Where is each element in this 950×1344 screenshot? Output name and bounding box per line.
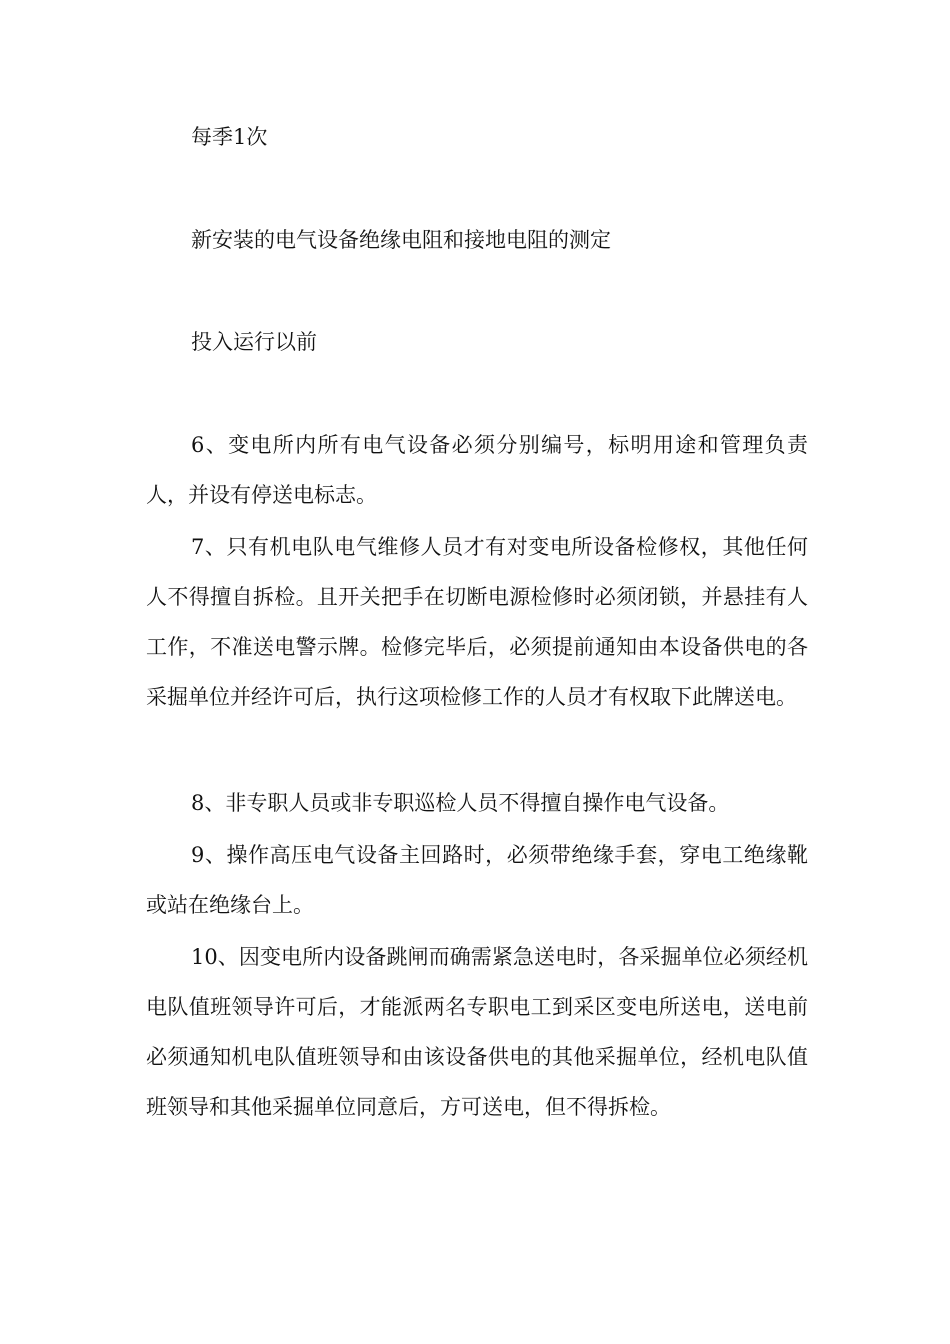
table-cell-frequency: 每季1次 — [191, 125, 268, 149]
table-cell-item: 新安装的电气设备绝缘电阻和接地电阻的测定 — [191, 228, 611, 252]
paragraph-8: 8、非专职人员或非专职巡检人员不得擅自操作电气设备。 — [191, 791, 730, 815]
paragraph-9: 9、操作高压电气设备主回路时，必须带绝缘手套，穿电工绝缘靴或站在绝缘台上。 — [146, 843, 808, 917]
table-cell-timing: 投入运行以前 — [191, 330, 317, 354]
paragraph-10: 10、因变电所内设备跳闸而确需紧急送电时，各采掘单位必须经机电队值班领导许可后，才能派两名专职电工到采区变电所送电，送电前必须通知机电队值班领导和由该设备供电的其他采掘单位，经机电队值班领导和其他采掘单位同意后，方可送电，但不得拆检。 — [146, 945, 808, 1119]
paragraph-7: 7、只有机电队电气维修人员才有对变电所设备检修权，其他任何人不得擅自拆检。且开关把手在切断电源检修时必须闭锁，并悬挂有人工作，不准送电警示牌。检修完毕后，必须提前通知由本设备供电的各采掘单位并经许可后，执行这项检修工作的人员才有权取下此牌送电。 — [146, 535, 808, 709]
paragraph-6: 6、变电所内所有电气设备必须分别编号，标明用途和管理负责人，并设有停送电标志。 — [146, 433, 808, 507]
